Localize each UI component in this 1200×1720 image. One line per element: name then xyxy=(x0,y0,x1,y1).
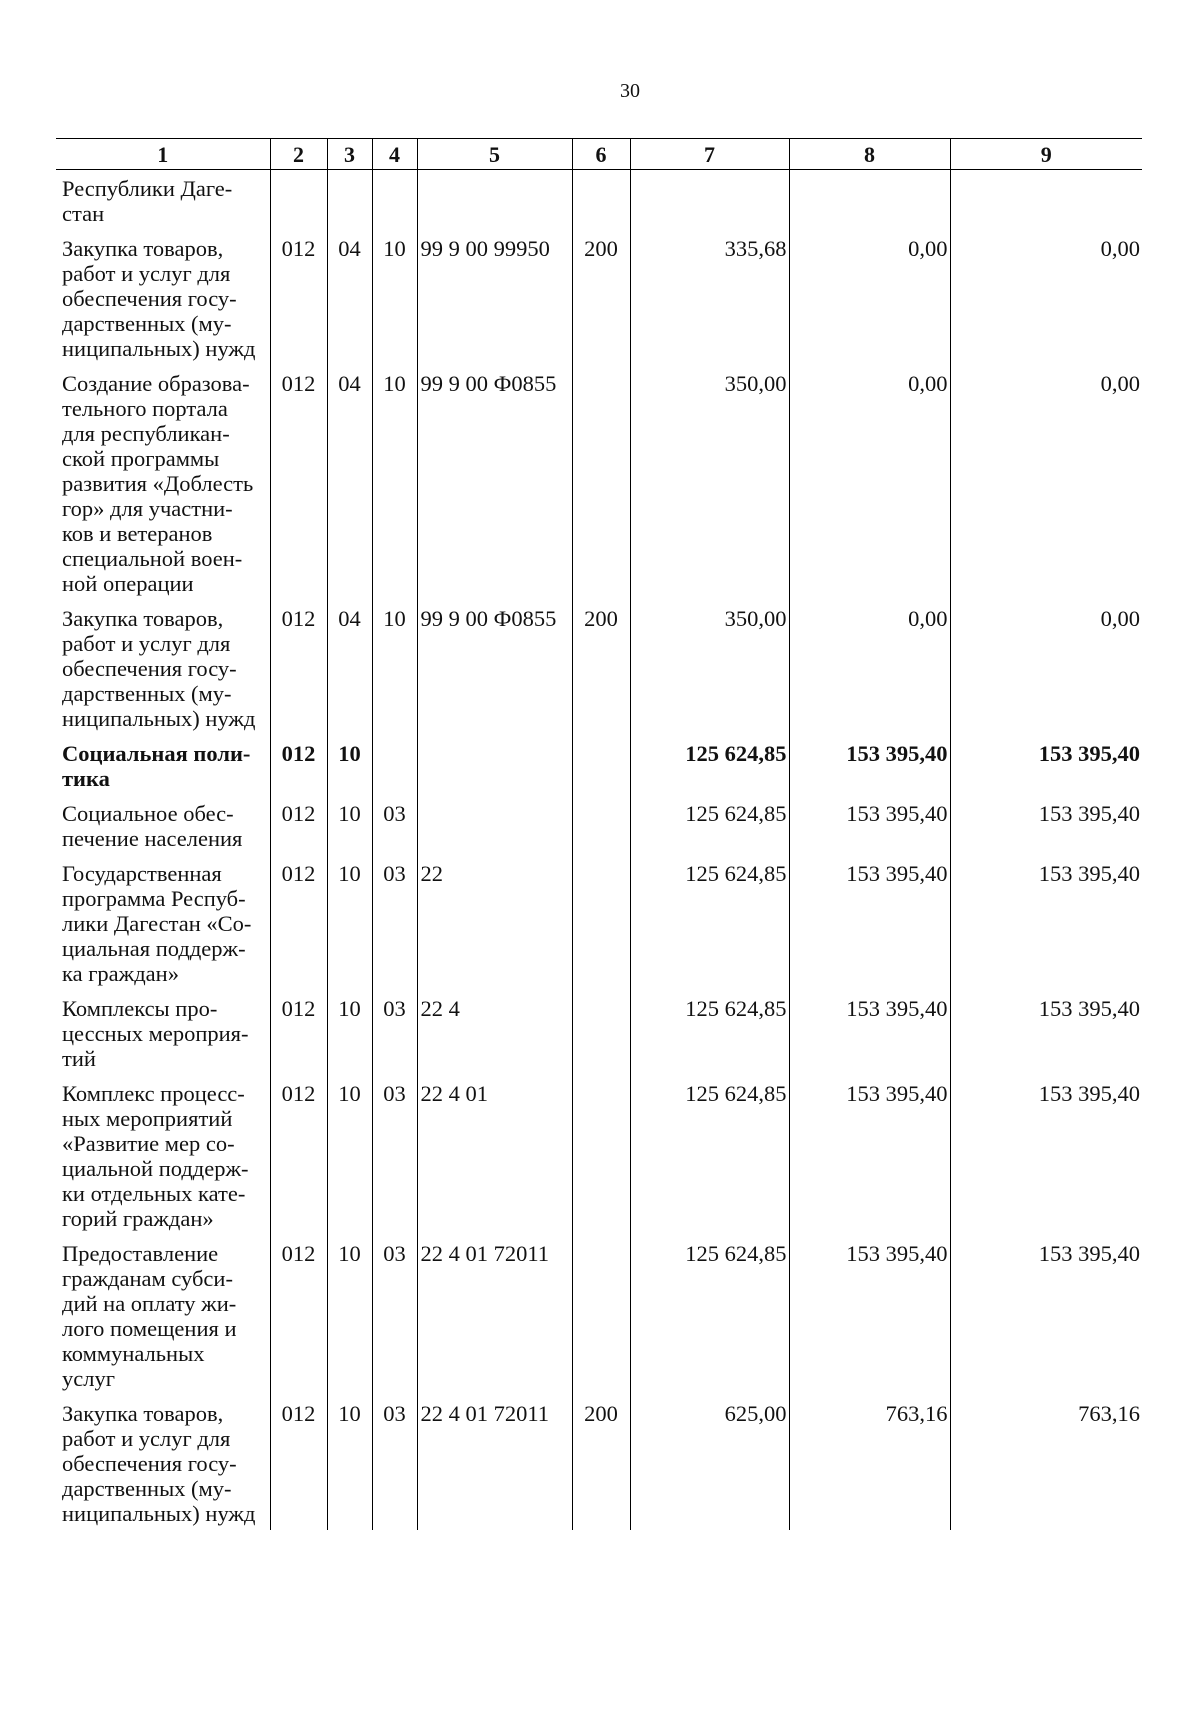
amount-col8-cell: 0,00 xyxy=(789,226,950,361)
amount-col9-cell: 153 395,40 xyxy=(950,1071,1142,1231)
header-cell-2: 2 xyxy=(270,139,327,170)
table-row xyxy=(56,226,1142,361)
target-article-cell: 99 9 00 99950 xyxy=(417,226,572,361)
item-name-cell: Социальное обес- печение населения xyxy=(62,801,243,851)
expense-type-cell xyxy=(572,731,630,791)
section-code-cell: 10 xyxy=(327,1071,372,1231)
ministry-code-cell: 012 xyxy=(270,731,327,791)
expense-type-cell xyxy=(572,986,630,1071)
amount-col7-cell: 350,00 xyxy=(630,361,789,596)
amount-col8-cell: 153 395,40 xyxy=(789,791,950,851)
amount-col9-cell: 153 395,40 xyxy=(950,731,1142,791)
amount-col9-cell: 0,00 xyxy=(950,361,1142,596)
table-row xyxy=(56,1231,1142,1391)
table-row xyxy=(56,1391,1142,1530)
expense-type-cell: 200 xyxy=(572,226,630,361)
amount-col8-cell: 153 395,40 xyxy=(789,986,950,1071)
section-code-cell: 10 xyxy=(327,731,372,791)
amount-col9-cell: 0,00 xyxy=(950,226,1142,361)
target-article-cell: 22 xyxy=(417,851,572,986)
target-article-cell: 22 4 01 xyxy=(417,1071,572,1231)
section-code-cell: 10 xyxy=(327,851,372,986)
subsection-code-cell: 03 xyxy=(372,851,417,986)
amount-col7-cell: 335,68 xyxy=(630,226,789,361)
amount-col9-cell: 0,00 xyxy=(950,596,1142,731)
amount-col7-cell: 350,00 xyxy=(630,596,789,731)
expense-type-cell xyxy=(572,1071,630,1231)
expense-type-cell xyxy=(572,851,630,986)
subsection-code-cell: 03 xyxy=(372,1391,417,1530)
amount-col7-cell: 125 624,85 xyxy=(630,1231,789,1391)
expense-type-cell: 200 xyxy=(572,1391,630,1530)
ministry-code-cell: 012 xyxy=(270,851,327,986)
page-number: 30 xyxy=(620,80,640,102)
expense-type-cell xyxy=(572,1231,630,1391)
ministry-code-cell: 012 xyxy=(270,226,327,361)
table-row xyxy=(56,791,1142,851)
subsection-code-cell: 03 xyxy=(372,791,417,851)
amount-col7-cell xyxy=(630,170,789,227)
amount-col8-cell: 153 395,40 xyxy=(789,1231,950,1391)
target-article-cell: 99 9 00 Ф0855 xyxy=(417,596,572,731)
section-code-cell: 10 xyxy=(327,1231,372,1391)
header-cell-1: 1 xyxy=(56,139,270,170)
header-cell-7: 7 xyxy=(630,139,789,170)
ministry-code-cell: 012 xyxy=(270,986,327,1071)
amount-col9-cell: 763,16 xyxy=(950,1391,1142,1530)
subsection-code-cell xyxy=(372,170,417,227)
amount-col8-cell: 153 395,40 xyxy=(789,731,950,791)
subsection-code-cell: 03 xyxy=(372,986,417,1071)
budget-table xyxy=(56,138,1142,1530)
header-cell-8: 8 xyxy=(789,139,950,170)
item-name-cell: Создание образова- тельного портала для республикан- ской программы развития «Доблесть гор» для участни- ков и ветеранов специальной воен- ной операции xyxy=(62,371,254,596)
item-name-cell: Предоставление гражданам субси- дий на оплату жи- лого помещения и коммунальных услуг xyxy=(62,1241,237,1391)
section-code-cell: 04 xyxy=(327,361,372,596)
subsection-code-cell: 03 xyxy=(372,1231,417,1391)
amount-col8-cell: 153 395,40 xyxy=(789,1071,950,1231)
table-row xyxy=(56,731,1142,791)
amount-col9-cell: 153 395,40 xyxy=(950,986,1142,1071)
ministry-code-cell: 012 xyxy=(270,1071,327,1231)
target-article-cell: 22 4 01 72011 xyxy=(417,1391,572,1530)
item-name-cell: Комплексы про- цессных мероприя- тий xyxy=(62,996,249,1071)
subsection-code-cell xyxy=(372,731,417,791)
amount-col7-cell: 125 624,85 xyxy=(630,1071,789,1231)
subsection-code-cell: 10 xyxy=(372,596,417,731)
table-row xyxy=(56,361,1142,596)
ministry-code-cell: 012 xyxy=(270,1231,327,1391)
section-code-cell: 04 xyxy=(327,226,372,361)
amount-col8-cell: 0,00 xyxy=(789,361,950,596)
target-article-cell xyxy=(417,791,572,851)
ministry-code-cell: 012 xyxy=(270,1391,327,1530)
table-row xyxy=(56,851,1142,986)
amount-col7-cell: 125 624,85 xyxy=(630,791,789,851)
expense-type-cell xyxy=(572,170,630,227)
target-article-cell xyxy=(417,731,572,791)
ministry-code-cell: 012 xyxy=(270,361,327,596)
header-cell-3: 3 xyxy=(327,139,372,170)
amount-col9-cell: 153 395,40 xyxy=(950,791,1142,851)
table-row xyxy=(56,170,1142,227)
subsection-code-cell: 03 xyxy=(372,1071,417,1231)
item-name-cell: Закупка товаров, работ и услуг для обеспечения госу- дарственных (му- ниципальных) нужд xyxy=(62,1401,256,1526)
section-code-cell: 04 xyxy=(327,596,372,731)
amount-col8-cell: 763,16 xyxy=(789,1391,950,1530)
subsection-code-cell: 10 xyxy=(372,226,417,361)
target-article-cell: 22 4 01 72011 xyxy=(417,1231,572,1391)
amount-col7-cell: 125 624,85 xyxy=(630,986,789,1071)
item-name-cell: Социальная поли- тика xyxy=(62,741,251,791)
subsection-code-cell: 10 xyxy=(372,361,417,596)
header-cell-9: 9 xyxy=(950,139,1142,170)
ministry-code-cell xyxy=(270,170,327,227)
amount-col7-cell: 125 624,85 xyxy=(630,851,789,986)
amount-col8-cell: 153 395,40 xyxy=(789,851,950,986)
section-code-cell: 10 xyxy=(327,986,372,1071)
item-name-cell: Закупка товаров, работ и услуг для обеспечения госу- дарственных (му- ниципальных) нужд xyxy=(62,236,256,361)
amount-col8-cell: 0,00 xyxy=(789,596,950,731)
ministry-code-cell: 012 xyxy=(270,596,327,731)
expense-type-cell: 200 xyxy=(572,596,630,731)
section-code-cell: 10 xyxy=(327,791,372,851)
table-body xyxy=(56,170,1142,1531)
table-row xyxy=(56,1071,1142,1231)
header-cell-4: 4 xyxy=(372,139,417,170)
expense-type-cell xyxy=(572,791,630,851)
header-row xyxy=(56,139,1142,170)
item-name-cell: Государственная программа Респуб- лики Дагестан «Со- циальная поддерж- ка граждан» xyxy=(62,861,252,986)
amount-col7-cell: 625,00 xyxy=(630,1391,789,1530)
target-article-cell: 22 4 xyxy=(417,986,572,1071)
section-code-cell xyxy=(327,170,372,227)
ministry-code-cell: 012 xyxy=(270,791,327,851)
header-cell-6: 6 xyxy=(572,139,630,170)
amount-col9-cell: 153 395,40 xyxy=(950,1231,1142,1391)
header-cell-5: 5 xyxy=(417,139,572,170)
item-name-cell: Комплекс процесс- ных мероприятий «Развитие мер со- циальной поддерж- ки отдельных кате- горий граждан» xyxy=(62,1081,249,1231)
amount-col7-cell: 125 624,85 xyxy=(630,731,789,791)
item-name-cell: Республики Даге- стан xyxy=(62,176,233,226)
expense-type-cell xyxy=(572,361,630,596)
amount-col9-cell xyxy=(950,170,1142,227)
section-code-cell: 10 xyxy=(327,1391,372,1530)
table-row xyxy=(56,596,1142,731)
amount-col8-cell xyxy=(789,170,950,227)
target-article-cell xyxy=(417,170,572,227)
budget-table-container xyxy=(56,138,1142,1530)
target-article-cell: 99 9 00 Ф0855 xyxy=(417,361,572,596)
table-row xyxy=(56,986,1142,1071)
item-name-cell: Закупка товаров, работ и услуг для обеспечения госу- дарственных (му- ниципальных) нужд xyxy=(62,606,256,731)
amount-col9-cell: 153 395,40 xyxy=(950,851,1142,986)
